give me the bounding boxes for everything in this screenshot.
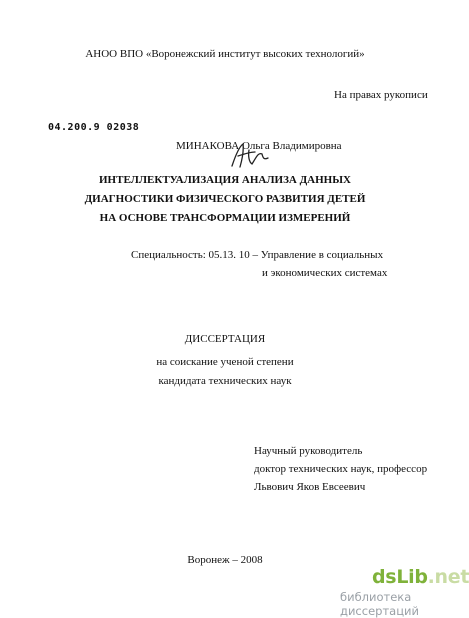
author-name: МИНАКОВА Ольга Владимировна <box>176 140 342 152</box>
manuscript-note: На правах рукописи <box>334 89 428 101</box>
title-line-3: НА ОСНОВЕ ТРАНСФОРМАЦИИ ИЗМЕРЕНИЙ <box>99 212 351 224</box>
document-type: ДИССЕРТАЦИЯ <box>184 333 266 345</box>
logo-part-ds: ds <box>372 566 397 588</box>
supervisor-degree: доктор технических наук, профессор <box>254 463 428 475</box>
dslib-watermark <box>340 566 469 618</box>
degree-line-1: на соискание ученой степени <box>156 356 294 368</box>
logo-part-net: .net <box>427 566 469 588</box>
dslib-logo <box>372 566 469 588</box>
logo-part-lib: Lib <box>396 566 428 588</box>
institution-name: АНОО ВПО «Воронежский институт высоких технологий» <box>85 48 365 60</box>
title-line-2: ДИАГНОСТИКИ ФИЗИЧЕСКОГО РАЗВИТИЯ ДЕТЕЙ <box>84 193 366 205</box>
author-signature <box>228 140 272 170</box>
supervisor-name: Львович Яков Евсеевич <box>254 481 366 493</box>
city-year: Воронеж – 2008 <box>187 554 263 566</box>
title-line-1: ИНТЕЛЛЕКТУАЛИЗАЦИЯ АНАЛИЗА ДАННЫХ <box>99 174 351 186</box>
watermark-subtitle: библиотека диссертаций <box>340 590 419 618</box>
degree-line-2: кандидата технических наук <box>158 375 292 387</box>
specialty-line-2: и экономических системах <box>262 267 388 279</box>
supervisor-label: Научный руководитель <box>254 445 363 457</box>
library-stamp-number: 04.200.9 02038 <box>48 122 140 133</box>
specialty-line-1: Специальность: 05.13. 10 – Управление в социальных <box>131 249 384 261</box>
